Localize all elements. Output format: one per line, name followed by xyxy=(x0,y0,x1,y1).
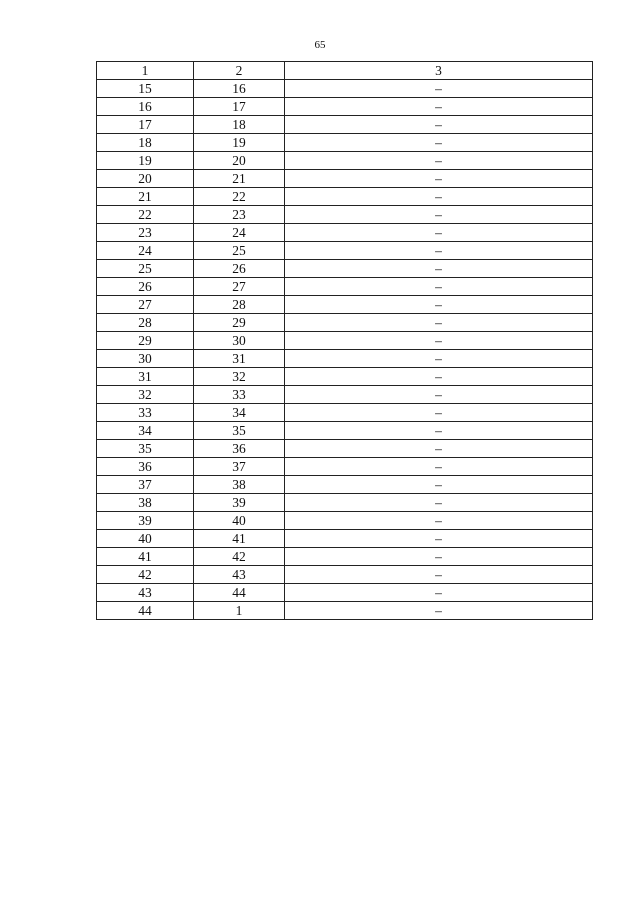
table-row xyxy=(97,386,593,404)
table-cell-col3: – xyxy=(285,170,593,188)
table-cell-col2: 24 xyxy=(194,224,285,242)
table-row xyxy=(97,512,593,530)
table-row xyxy=(97,404,593,422)
table-cell-col1: 42 xyxy=(97,566,194,584)
table-cell-col1: 43 xyxy=(97,584,194,602)
table-cell-col3: – xyxy=(285,440,593,458)
table-row xyxy=(97,152,593,170)
table-cell-col1: 19 xyxy=(97,152,194,170)
table-row xyxy=(97,458,593,476)
table-cell-col2: 42 xyxy=(194,548,285,566)
table-cell-col2: 25 xyxy=(194,242,285,260)
table-cell-col1: 26 xyxy=(97,278,194,296)
header-cell-col3: 3 xyxy=(285,62,593,80)
table-row xyxy=(97,278,593,296)
table-cell-col3: – xyxy=(285,422,593,440)
table-cell-col2: 30 xyxy=(194,332,285,350)
table-row xyxy=(97,188,593,206)
data-table xyxy=(96,61,593,620)
table-row xyxy=(97,314,593,332)
table-cell-col3: – xyxy=(285,278,593,296)
table-row xyxy=(97,368,593,386)
table-cell-col1: 40 xyxy=(97,530,194,548)
table-row xyxy=(97,80,593,98)
table-cell-col1: 24 xyxy=(97,242,194,260)
table-cell-col2: 17 xyxy=(194,98,285,116)
table-cell-col2: 36 xyxy=(194,440,285,458)
table-row xyxy=(97,224,593,242)
table-cell-col1: 39 xyxy=(97,512,194,530)
table-cell-col3: – xyxy=(285,296,593,314)
table-cell-col3: – xyxy=(285,494,593,512)
table-cell-col3: – xyxy=(285,206,593,224)
table-cell-col2: 29 xyxy=(194,314,285,332)
table-cell-col2: 39 xyxy=(194,494,285,512)
table-cell-col3: – xyxy=(285,98,593,116)
table-row xyxy=(97,602,593,620)
table-cell-col1: 21 xyxy=(97,188,194,206)
table-cell-col2: 27 xyxy=(194,278,285,296)
table-cell-col2: 33 xyxy=(194,386,285,404)
table-cell-col3: – xyxy=(285,242,593,260)
table-cell-col3: – xyxy=(285,530,593,548)
table-cell-col2: 18 xyxy=(194,116,285,134)
table-cell-col2: 34 xyxy=(194,404,285,422)
header-cell-col1: 1 xyxy=(97,62,194,80)
table-cell-col1: 34 xyxy=(97,422,194,440)
table-cell-col2: 44 xyxy=(194,584,285,602)
table-cell-col2: 35 xyxy=(194,422,285,440)
table-cell-col3: – xyxy=(285,602,593,620)
table-cell-col1: 38 xyxy=(97,494,194,512)
table-cell-col1: 36 xyxy=(97,458,194,476)
table-row xyxy=(97,494,593,512)
table-cell-col1: 15 xyxy=(97,80,194,98)
table-cell-col2: 38 xyxy=(194,476,285,494)
table-cell-col3: – xyxy=(285,404,593,422)
table-cell-col1: 27 xyxy=(97,296,194,314)
table-cell-col2: 28 xyxy=(194,296,285,314)
table-cell-col2: 19 xyxy=(194,134,285,152)
table-cell-col1: 35 xyxy=(97,440,194,458)
table-row xyxy=(97,116,593,134)
table-cell-col1: 31 xyxy=(97,368,194,386)
table-cell-col3: – xyxy=(285,458,593,476)
table-cell-col1: 28 xyxy=(97,314,194,332)
table-cell-col3: – xyxy=(285,584,593,602)
table-cell-col3: – xyxy=(285,224,593,242)
table-cell-col1: 23 xyxy=(97,224,194,242)
header-row xyxy=(97,62,593,80)
table-cell-col3: – xyxy=(285,188,593,206)
table-cell-col1: 29 xyxy=(97,332,194,350)
table-cell-col3: – xyxy=(285,386,593,404)
table-cell-col2: 26 xyxy=(194,260,285,278)
table-cell-col2: 32 xyxy=(194,368,285,386)
table-cell-col2: 40 xyxy=(194,512,285,530)
table-cell-col1: 16 xyxy=(97,98,194,116)
table-cell-col1: 44 xyxy=(97,602,194,620)
table-row xyxy=(97,548,593,566)
table-cell-col3: – xyxy=(285,476,593,494)
table-cell-col3: – xyxy=(285,350,593,368)
table-cell-col2: 31 xyxy=(194,350,285,368)
table-row xyxy=(97,350,593,368)
table-row xyxy=(97,530,593,548)
table-row xyxy=(97,440,593,458)
table-cell-col1: 30 xyxy=(97,350,194,368)
table-row xyxy=(97,170,593,188)
table-row xyxy=(97,260,593,278)
table-cell-col2: 43 xyxy=(194,566,285,584)
table-cell-col1: 37 xyxy=(97,476,194,494)
table-cell-col3: – xyxy=(285,152,593,170)
table-cell-col1: 17 xyxy=(97,116,194,134)
table-body xyxy=(97,80,593,620)
table-cell-col2: 23 xyxy=(194,206,285,224)
table-header xyxy=(97,62,593,80)
table-cell-col3: – xyxy=(285,512,593,530)
table-cell-col3: – xyxy=(285,116,593,134)
table-row xyxy=(97,422,593,440)
table-row xyxy=(97,242,593,260)
table-cell-col1: 22 xyxy=(97,206,194,224)
table-cell-col2: 21 xyxy=(194,170,285,188)
table-row xyxy=(97,296,593,314)
table-cell-col1: 33 xyxy=(97,404,194,422)
table-cell-col3: – xyxy=(285,332,593,350)
table-cell-col3: – xyxy=(285,260,593,278)
table-cell-col2: 37 xyxy=(194,458,285,476)
table-row xyxy=(97,134,593,152)
table-cell-col3: – xyxy=(285,80,593,98)
table-cell-col3: – xyxy=(285,548,593,566)
table-cell-col2: 1 xyxy=(194,602,285,620)
table-cell-col3: – xyxy=(285,368,593,386)
page-number: 65 xyxy=(314,39,326,51)
table-cell-col1: 18 xyxy=(97,134,194,152)
table-cell-col1: 25 xyxy=(97,260,194,278)
table-row xyxy=(97,566,593,584)
table-cell-col1: 32 xyxy=(97,386,194,404)
table-cell-col3: – xyxy=(285,314,593,332)
table-row xyxy=(97,98,593,116)
table-cell-col3: – xyxy=(285,134,593,152)
table-row xyxy=(97,206,593,224)
table-row xyxy=(97,584,593,602)
table-cell-col2: 41 xyxy=(194,530,285,548)
table-cell-col1: 41 xyxy=(97,548,194,566)
table-cell-col2: 16 xyxy=(194,80,285,98)
header-cell-col2: 2 xyxy=(194,62,285,80)
table-cell-col2: 20 xyxy=(194,152,285,170)
table-row xyxy=(97,332,593,350)
table-row xyxy=(97,476,593,494)
table-cell-col3: – xyxy=(285,566,593,584)
table-cell-col2: 22 xyxy=(194,188,285,206)
table-cell-col1: 20 xyxy=(97,170,194,188)
